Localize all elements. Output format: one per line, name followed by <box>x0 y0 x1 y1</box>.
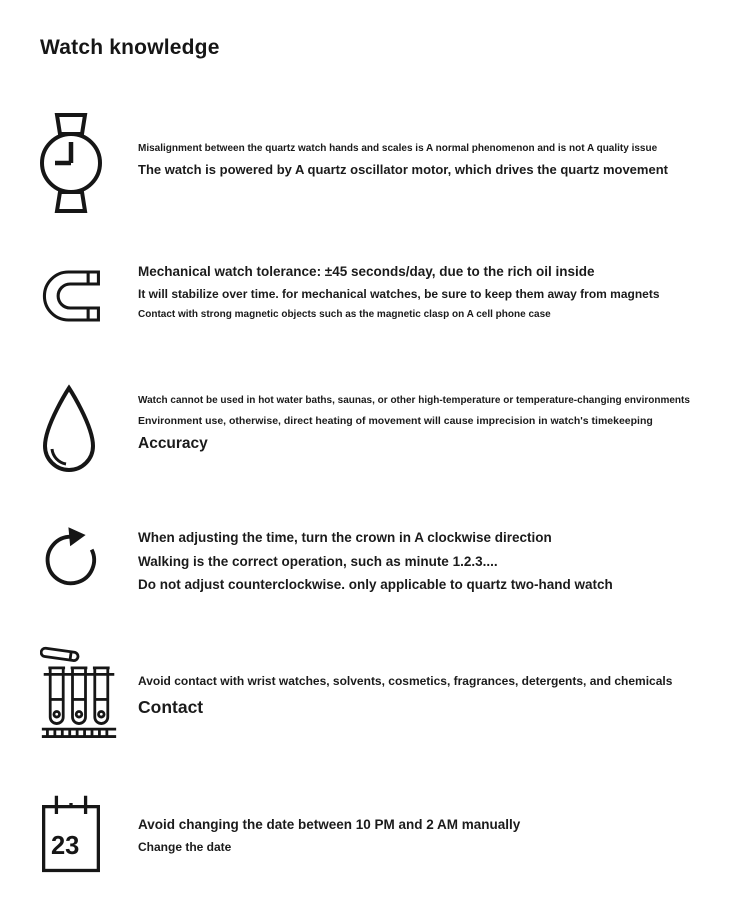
knowledge-line: Do not adjust counterclockwise. only applicable to quartz two-hand watch <box>138 577 613 593</box>
clockwise-arrow-icon-svg <box>40 522 102 598</box>
section-heading-contact: Contact <box>138 696 204 717</box>
knowledge-line: It will stabilize over time. for mechanical watches, be sure to keep them away from magnets <box>138 286 660 301</box>
magnet-icon <box>40 262 112 331</box>
calendar-icon-svg <box>40 791 102 877</box>
calendar-icon <box>40 789 112 882</box>
section-text <box>112 262 660 329</box>
knowledge-line: Avoid changing the date between 10 PM and 2 AM manually <box>138 817 521 832</box>
water-drop-icon-svg <box>40 383 98 479</box>
knowledge-line: Mechanical watch tolerance: ±45 seconds/day, due to the rich oil inside <box>138 264 595 279</box>
calendar-day: 23 <box>50 832 80 861</box>
section-crown-adjustment <box>40 518 613 603</box>
section-magnetism <box>40 262 660 331</box>
knowledge-line: Change the date <box>138 839 232 854</box>
test-tubes-icon-svg <box>40 643 118 741</box>
section-date-change <box>40 789 520 882</box>
knowledge-line: Contact with strong magnetic objects such as the magnetic clasp on A cell phone case <box>138 309 551 321</box>
knowledge-line: Misalignment between the quartz watch hands and scales is A normal phenomenon and is not A quality issue <box>138 143 658 154</box>
water-drop-icon <box>40 381 112 484</box>
section-text <box>112 641 672 725</box>
magnet-icon-svg <box>40 266 102 326</box>
knowledge-line: The watch is powered by A quartz oscillator motor, which drives the quartz movement <box>138 161 668 177</box>
knowledge-line: When adjusting the time, turn the crown in A clockwise direction <box>138 530 552 545</box>
section-text <box>112 113 668 185</box>
section-text <box>112 789 520 862</box>
knowledge-line: Avoid contact with wrist watches, solvents, cosmetics, fragrances, detergents, and chemicals <box>138 674 673 688</box>
knowledge-line: Walking is the correct operation, such as minute 1.2.3.... <box>138 553 498 569</box>
section-chemical-contact <box>40 641 672 746</box>
section-quartz-movement <box>40 113 668 218</box>
watch-icon-svg <box>40 113 102 213</box>
test-tubes-icon <box>40 641 112 746</box>
page-title: Watch knowledge <box>40 36 220 59</box>
watch-icon <box>40 113 112 218</box>
section-text <box>112 518 613 601</box>
clockwise-arrow-icon <box>40 518 112 603</box>
section-heading-accuracy: Accuracy <box>138 434 208 452</box>
section-text <box>112 381 690 460</box>
section-accuracy <box>40 381 690 484</box>
knowledge-line: Watch cannot be used in hot water baths, saunas, or other high-temperature or temperature-changing environments <box>138 395 690 406</box>
knowledge-line: Environment use, otherwise, direct heating of movement will cause imprecision in watch's timekeeping <box>138 414 653 427</box>
